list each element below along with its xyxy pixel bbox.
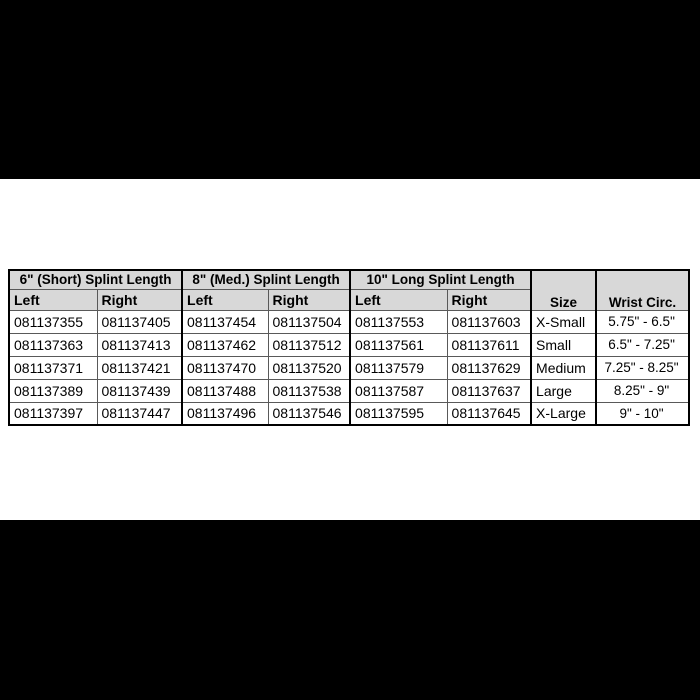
part-number-cell: 081137520 bbox=[268, 356, 350, 379]
bottom-letterbox-band bbox=[0, 520, 700, 700]
group-header-6in-short: 6" (Short) Splint Length bbox=[9, 270, 182, 289]
size-cell: X-Large bbox=[531, 402, 596, 425]
part-number-cell: 081137405 bbox=[97, 310, 182, 333]
col-header-left-10in: Left bbox=[350, 289, 447, 310]
part-number-cell: 081137538 bbox=[268, 379, 350, 402]
part-number-cell: 081137462 bbox=[182, 333, 268, 356]
part-number-cell: 081137611 bbox=[447, 333, 531, 356]
group-header-row bbox=[9, 270, 689, 289]
size-column-header: Size bbox=[531, 270, 596, 310]
col-header-right-6in: Right bbox=[97, 289, 182, 310]
part-number-cell: 081137488 bbox=[182, 379, 268, 402]
size-cell: Medium bbox=[531, 356, 596, 379]
part-number-cell: 081137454 bbox=[182, 310, 268, 333]
wrist-circ-cell: 5.75" - 6.5" bbox=[596, 310, 689, 333]
part-number-cell: 081137579 bbox=[350, 356, 447, 379]
wrist-circ-column-header: Wrist Circ. bbox=[596, 270, 689, 310]
part-number-cell: 081137546 bbox=[268, 402, 350, 425]
size-cell: Small bbox=[531, 333, 596, 356]
part-number-cell: 081137561 bbox=[350, 333, 447, 356]
wrist-circ-cell: 6.5" - 7.25" bbox=[596, 333, 689, 356]
table-row-xsmall bbox=[9, 310, 689, 333]
part-number-cell: 081137470 bbox=[182, 356, 268, 379]
part-number-cell: 081137447 bbox=[97, 402, 182, 425]
col-header-left-8in: Left bbox=[182, 289, 268, 310]
part-number-cell: 081137355 bbox=[9, 310, 97, 333]
part-number-cell: 081137504 bbox=[268, 310, 350, 333]
table-row-small bbox=[9, 333, 689, 356]
part-number-cell: 081137389 bbox=[9, 379, 97, 402]
part-number-cell: 081137439 bbox=[97, 379, 182, 402]
part-number-cell: 081137595 bbox=[350, 402, 447, 425]
part-number-cell: 081137496 bbox=[182, 402, 268, 425]
part-number-cell: 081137363 bbox=[9, 333, 97, 356]
wrist-circ-cell: 7.25" - 8.25" bbox=[596, 356, 689, 379]
part-number-cell: 081137413 bbox=[97, 333, 182, 356]
wrist-circ-cell: 8.25" - 9" bbox=[596, 379, 689, 402]
part-number-cell: 081137512 bbox=[268, 333, 350, 356]
wrist-circ-cell: 9" - 10" bbox=[596, 402, 689, 425]
part-number-cell: 081137397 bbox=[9, 402, 97, 425]
group-header-10in-long: 10" Long Splint Length bbox=[350, 270, 531, 289]
table-row-medium bbox=[9, 356, 689, 379]
col-header-right-8in: Right bbox=[268, 289, 350, 310]
part-number-cell: 081137587 bbox=[350, 379, 447, 402]
part-number-cell: 081137637 bbox=[447, 379, 531, 402]
size-cell: X-Small bbox=[531, 310, 596, 333]
part-number-cell: 081137421 bbox=[97, 356, 182, 379]
size-cell: Large bbox=[531, 379, 596, 402]
top-letterbox-band bbox=[0, 0, 700, 179]
group-header-8in-med: 8" (Med.) Splint Length bbox=[182, 270, 350, 289]
part-number-cell: 081137553 bbox=[350, 310, 447, 333]
part-number-cell: 081137603 bbox=[447, 310, 531, 333]
table-row-xlarge bbox=[9, 402, 689, 425]
part-number-cell: 081137645 bbox=[447, 402, 531, 425]
table-row-large bbox=[9, 379, 689, 402]
col-header-right-10in: Right bbox=[447, 289, 531, 310]
splint-size-table bbox=[8, 269, 690, 426]
col-header-left-6in: Left bbox=[9, 289, 97, 310]
part-number-cell: 081137371 bbox=[9, 356, 97, 379]
part-number-cell: 081137629 bbox=[447, 356, 531, 379]
